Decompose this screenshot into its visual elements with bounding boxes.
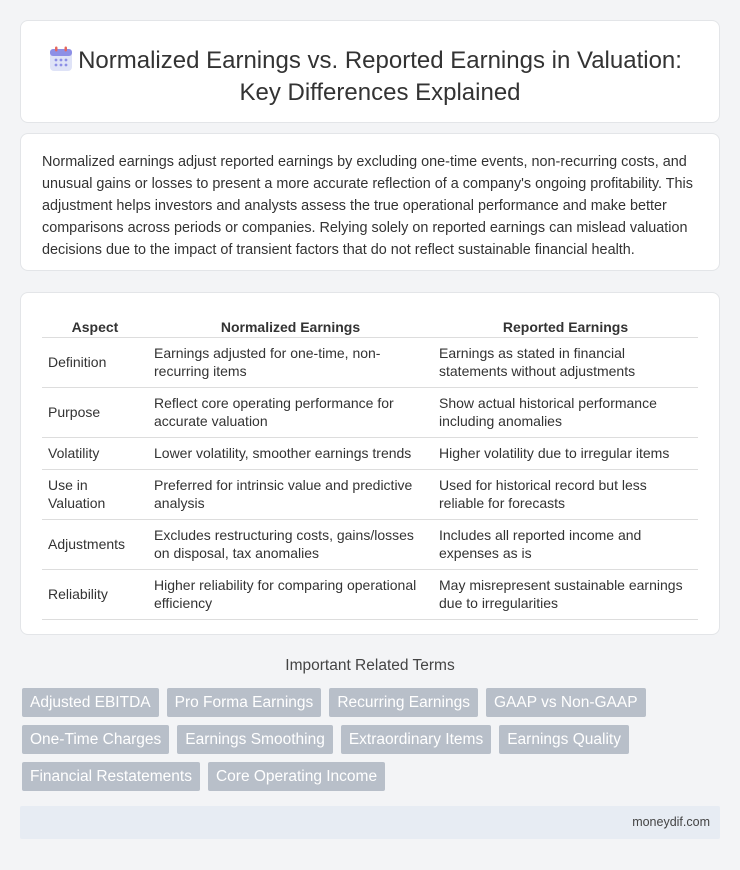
footer-site-link[interactable]: moneydif.com [632, 815, 710, 829]
cell-aspect: Adjustments [42, 520, 148, 570]
table-row [42, 520, 698, 570]
cell-normalized: Earnings adjusted for one-time, non-recurring items [148, 338, 433, 388]
table-row [42, 570, 698, 620]
cell-normalized: Higher reliability for comparing operational efficiency [148, 570, 433, 620]
cell-reported: Earnings as stated in financial statements without adjustments [433, 338, 698, 388]
cell-reported: Used for historical record but less reliable for forecasts [433, 470, 698, 520]
header-card [20, 20, 720, 123]
cell-normalized: Reflect core operating performance for accurate valuation [148, 388, 433, 438]
cell-normalized: Lower volatility, smoother earnings trends [148, 438, 433, 470]
related-term-tag[interactable]: Financial Restatements [22, 762, 200, 791]
table-header-row [42, 315, 698, 338]
related-term-tag[interactable]: Adjusted EBITDA [22, 688, 159, 717]
cell-reported: Show actual historical performance including anomalies [433, 388, 698, 438]
cell-reported: May misrepresent sustainable earnings due to irregularities [433, 570, 698, 620]
related-term-tag[interactable]: Pro Forma Earnings [167, 688, 322, 717]
related-terms-title: Important Related Terms [285, 657, 455, 674]
cell-normalized: Excludes restructuring costs, gains/losses on disposal, tax anomalies [148, 520, 433, 570]
title-wrap [61, 45, 699, 109]
header-normalized: Normalized Earnings [148, 315, 433, 338]
table-row [42, 338, 698, 388]
cell-aspect: Definition [42, 338, 148, 388]
intro-card [20, 133, 720, 271]
related-terms-list [22, 688, 722, 791]
cell-reported: Includes all reported income and expenses as is [433, 520, 698, 570]
table-row [42, 438, 698, 470]
related-term-tag[interactable]: Core Operating Income [208, 762, 385, 791]
table-row [42, 470, 698, 520]
related-term-tag[interactable]: Earnings Quality [499, 725, 629, 754]
comparison-table [42, 315, 698, 620]
footer [20, 806, 720, 839]
cell-normalized: Preferred for intrinsic value and predictive analysis [148, 470, 433, 520]
page-title: Normalized Earnings vs. Reported Earnings in Valuation: Key Differences Explained [78, 47, 682, 106]
cell-aspect: Reliability [42, 570, 148, 620]
table-row [42, 388, 698, 438]
header-aspect: Aspect [42, 315, 148, 338]
intro-paragraph: Normalized earnings adjust reported earnings by excluding one-time events, non-recurring costs, and unusual gains or losses to present a more accurate reflection of a company's ongoing profitability. This adjustment helps investors and analysts assess the true operational performance and make better comparisons across periods or companies. Relying solely on reported earnings can mislead valuation decisions due to the impact of transient factors that do not reflect sustainable financial health. [42, 154, 693, 258]
comparison-card [20, 292, 720, 635]
related-term-tag[interactable]: GAAP vs Non-GAAP [486, 688, 646, 717]
related-term-tag[interactable]: Extraordinary Items [341, 725, 491, 754]
header-reported: Reported Earnings [433, 315, 698, 338]
cell-reported: Higher volatility due to irregular items [433, 438, 698, 470]
cell-aspect: Volatility [42, 438, 148, 470]
cell-aspect: Purpose [42, 388, 148, 438]
related-term-tag[interactable]: Earnings Smoothing [177, 725, 333, 754]
related-term-tag[interactable]: One-Time Charges [22, 725, 169, 754]
cell-aspect: Use in Valuation [42, 470, 148, 520]
related-term-tag[interactable]: Recurring Earnings [329, 688, 478, 717]
